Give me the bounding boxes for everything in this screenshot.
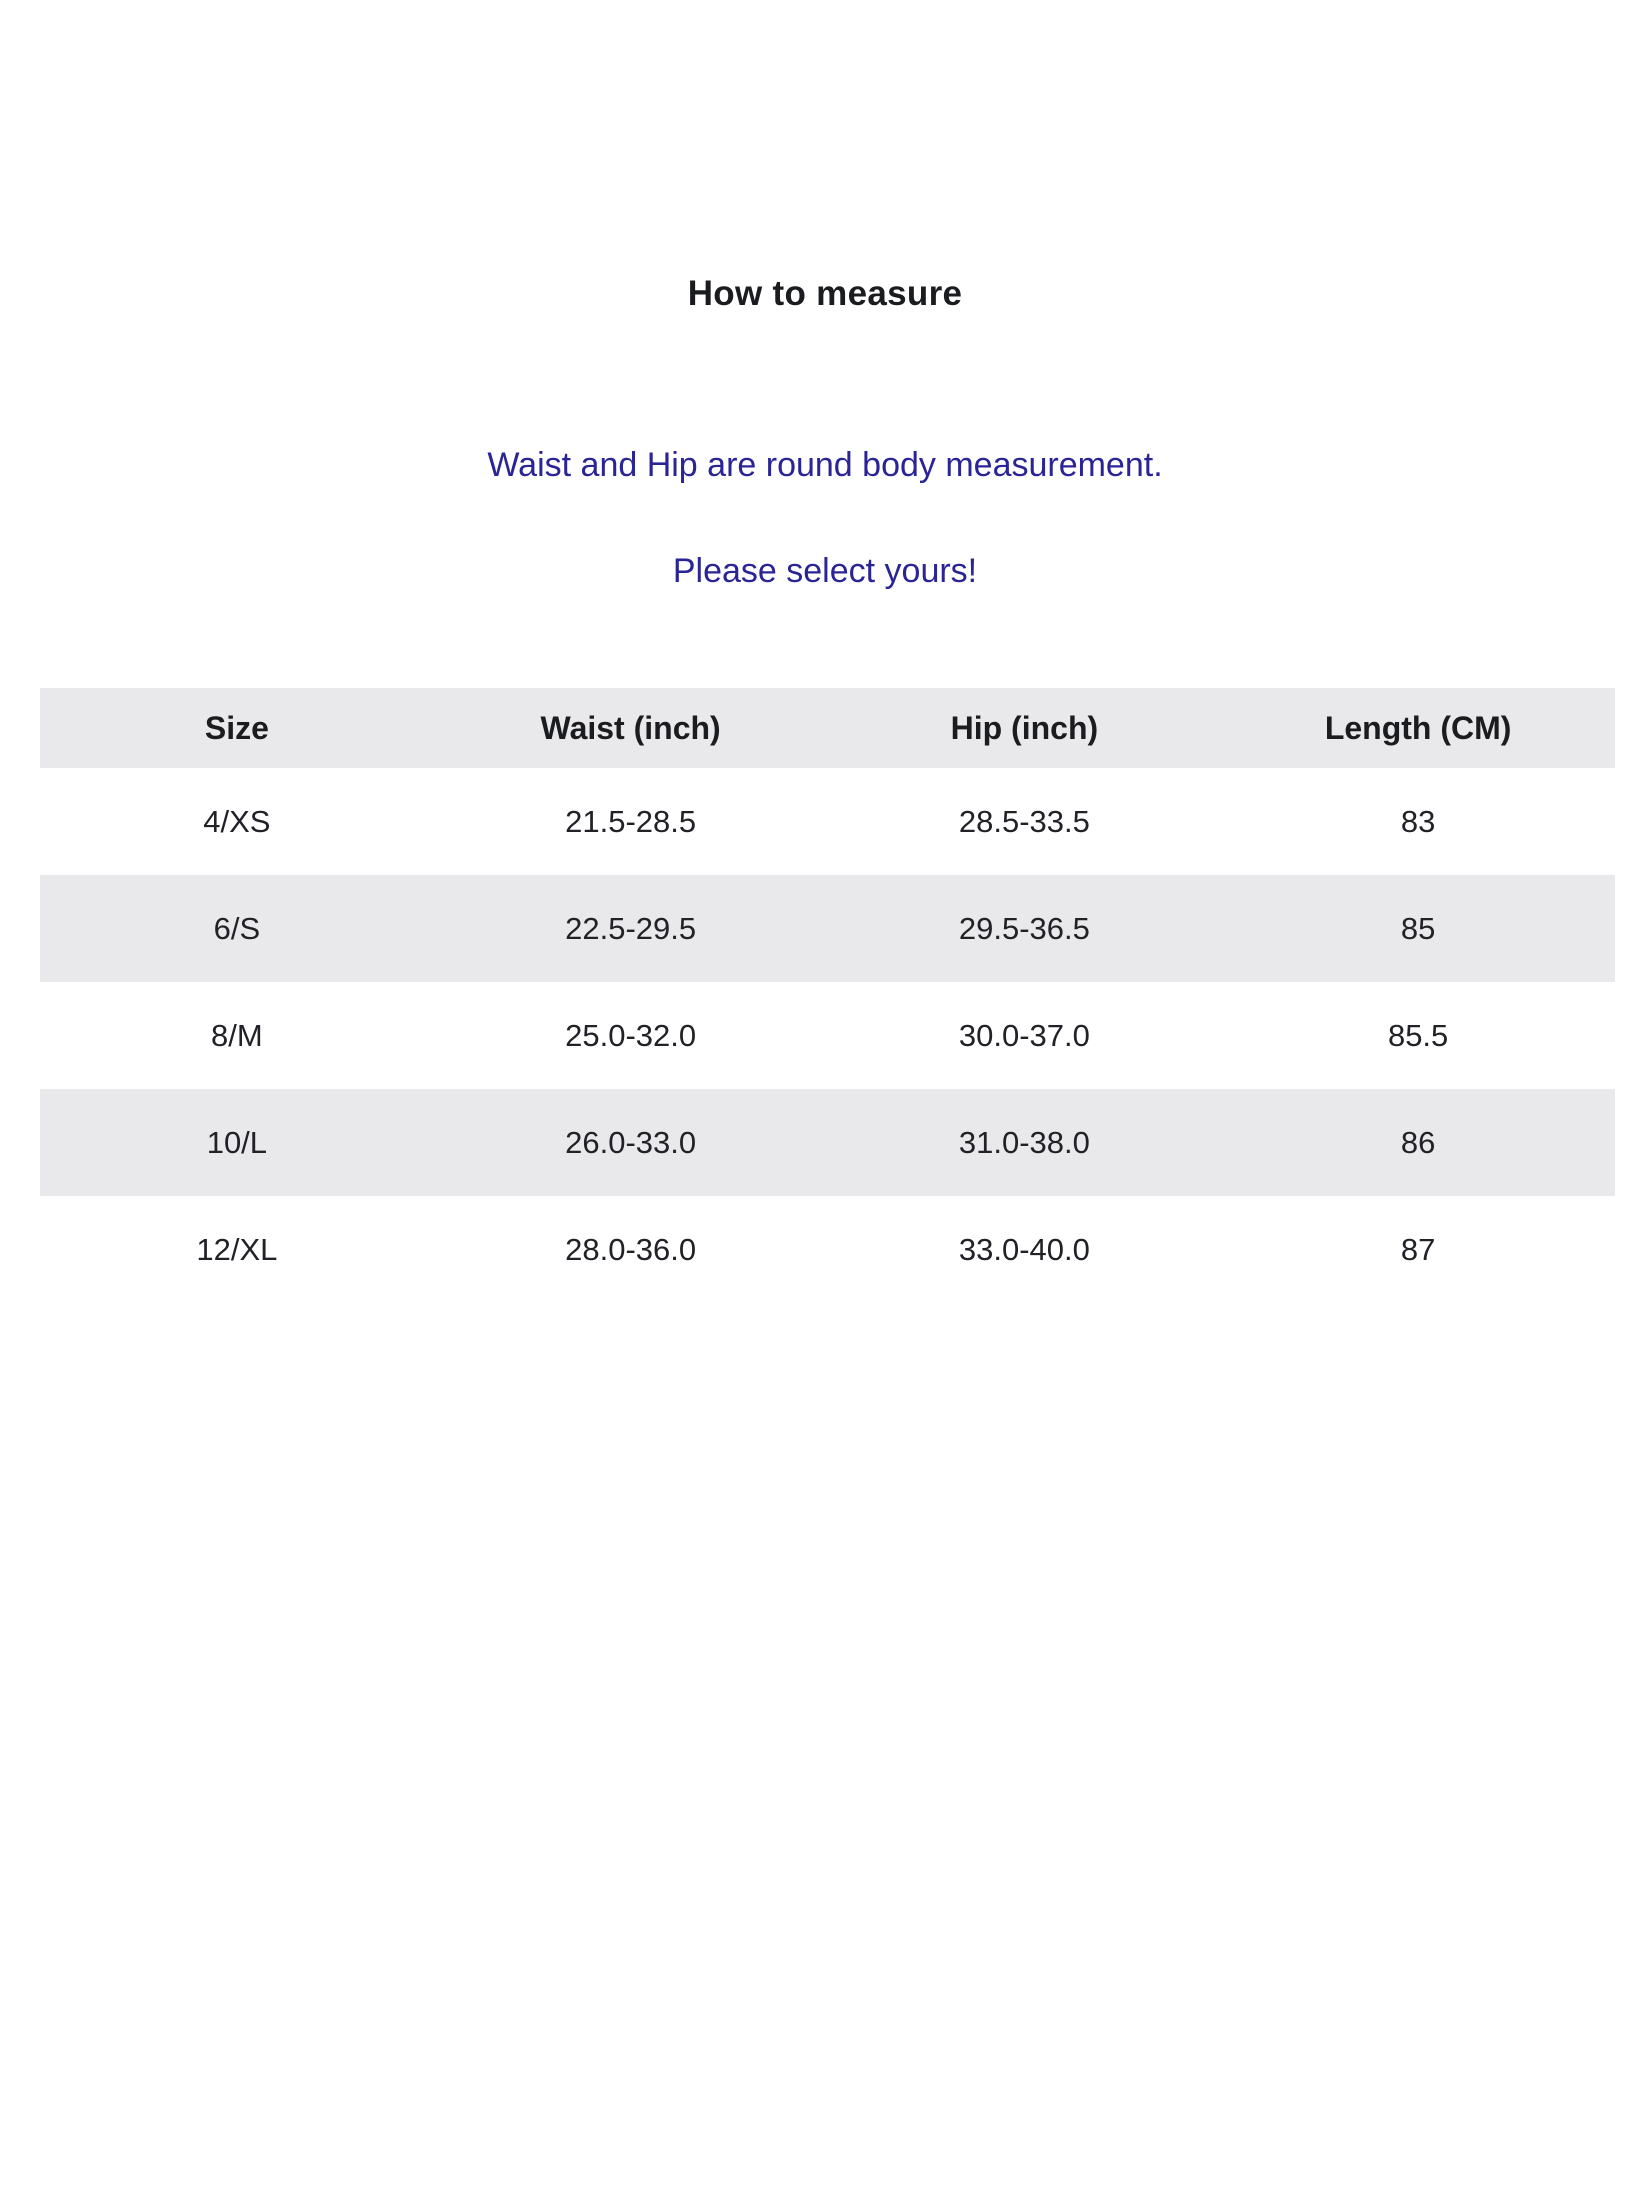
page-title: How to measure (687, 274, 963, 313)
size-chart-body (40, 768, 1615, 1303)
size-row (40, 1196, 1615, 1303)
cell-hip-inch: 28.5-33.5 (828, 768, 1222, 875)
column-header-waist: Waist (inch) (434, 688, 828, 768)
size-row (40, 982, 1615, 1089)
cell-hip-inch: 30.0-37.0 (828, 982, 1222, 1089)
cell-length-cm: 83 (1221, 768, 1615, 875)
column-header-hip: Hip (inch) (828, 688, 1222, 768)
cell-hip-inch: 31.0-38.0 (828, 1089, 1222, 1196)
cell-size: 6/S (40, 875, 434, 982)
cell-length-cm: 86 (1221, 1089, 1615, 1196)
size-row (40, 875, 1615, 982)
header-row (40, 688, 1615, 768)
cell-waist-inch: 21.5-28.5 (434, 768, 828, 875)
select-size-prompt: Please select yours! (672, 552, 978, 590)
cell-size: 4/XS (40, 768, 434, 875)
cell-waist-inch: 26.0-33.0 (434, 1089, 828, 1196)
measurement-note: Waist and Hip are round body measurement. (487, 446, 1163, 484)
cell-waist-inch: 28.0-36.0 (434, 1196, 828, 1303)
cell-length-cm: 85.5 (1221, 982, 1615, 1089)
cell-size: 8/M (40, 982, 434, 1089)
size-row (40, 768, 1615, 875)
cell-size: 10/L (40, 1089, 434, 1196)
size-chart-header (40, 688, 1615, 768)
column-header-size: Size (40, 688, 434, 768)
cell-hip-inch: 29.5-36.5 (828, 875, 1222, 982)
cell-waist-inch: 22.5-29.5 (434, 875, 828, 982)
cell-hip-inch: 33.0-40.0 (828, 1196, 1222, 1303)
size-chart-table (40, 688, 1615, 1303)
cell-length-cm: 87 (1221, 1196, 1615, 1303)
size-row (40, 1089, 1615, 1196)
column-header-length: Length (CM) (1221, 688, 1615, 768)
cell-waist-inch: 25.0-32.0 (434, 982, 828, 1089)
cell-length-cm: 85 (1221, 875, 1615, 982)
cell-size: 12/XL (40, 1196, 434, 1303)
